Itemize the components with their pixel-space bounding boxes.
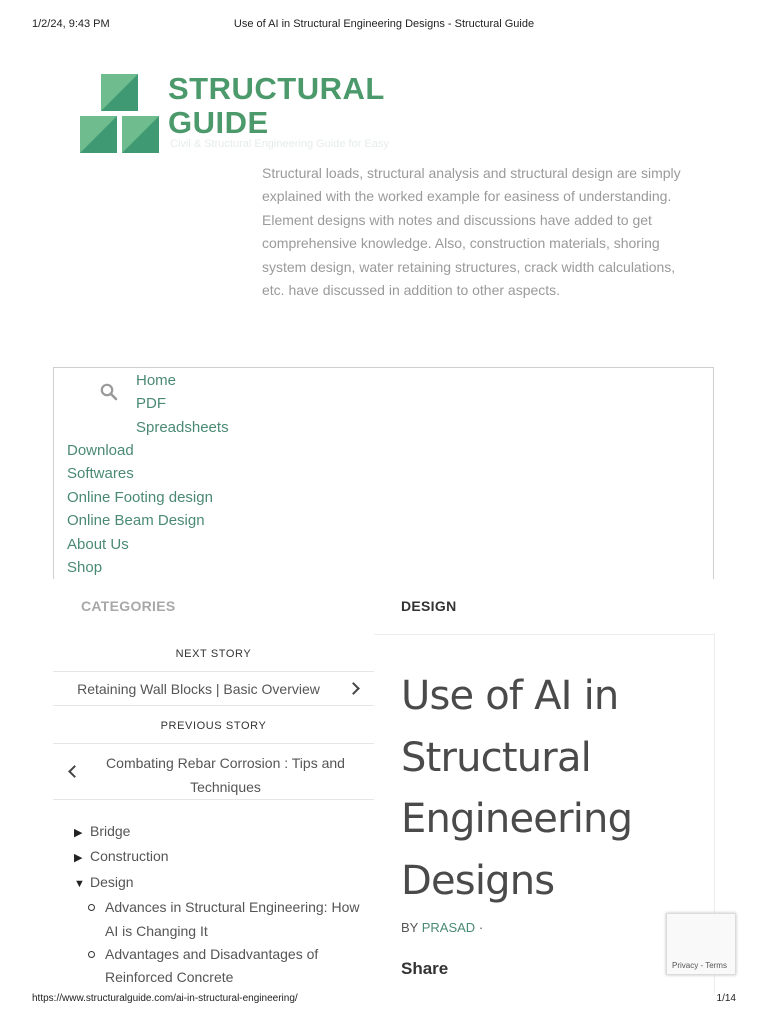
logo-name-line2: GUIDE	[168, 105, 269, 140]
nav-item-about-us[interactable]: About Us	[67, 535, 129, 553]
category-design[interactable]	[74, 871, 364, 896]
nav-item-download[interactable]: Download	[67, 442, 134, 459]
categories-heading[interactable]: CATEGORIES	[81, 598, 176, 614]
chevron-right-icon	[347, 682, 360, 695]
category-label: Bridge	[90, 823, 131, 839]
share-heading: Share	[401, 959, 449, 978]
nav-item-softwares[interactable]: Softwares	[67, 465, 134, 483]
design-post-list	[74, 896, 364, 990]
category-bridge[interactable]	[74, 820, 364, 845]
nav-item-pdf[interactable]: PDF	[136, 395, 166, 413]
main-navigation	[53, 367, 714, 579]
byline-separator: ·	[478, 920, 484, 935]
nav-list-primary	[136, 369, 229, 439]
logo-blocks-icon	[80, 72, 160, 154]
circle-bullet-icon	[88, 896, 105, 943]
byline-prefix: BY	[401, 920, 419, 935]
category-label: Construction	[90, 848, 169, 865]
nav-item-spreadsheets[interactable]: Spreadsheets	[136, 418, 229, 436]
expand-triangle-icon: ▶	[74, 827, 83, 839]
list-item[interactable]	[88, 943, 364, 990]
logo-name-line1: STRUCTURAL	[168, 71, 385, 106]
article-title: Use of AI in Structural Engineering Designs	[401, 673, 633, 904]
author-link[interactable]: PRASAD	[421, 920, 476, 935]
next-story-heading: NEXT STORY	[53, 634, 374, 672]
category-construction[interactable]	[74, 845, 364, 870]
nav-item-online-footing-design[interactable]: Online Footing design	[67, 488, 213, 506]
next-story-link[interactable]	[53, 672, 374, 706]
recaptcha-links[interactable]: Privacy - Terms	[672, 961, 727, 970]
print-page-count: 1/14	[716, 993, 736, 1004]
search-icon[interactable]	[100, 383, 118, 401]
expand-triangle-icon: ▶	[74, 852, 83, 865]
logo-tagline: Civil & Structural Engineering Guide for Easy	[170, 138, 389, 150]
collapse-triangle-icon: ▼	[74, 877, 85, 890]
nav-item-home[interactable]: Home	[136, 372, 177, 389]
nav-list-secondary	[67, 439, 213, 579]
article-category-link[interactable]: DESIGN	[401, 598, 457, 614]
print-url: https://www.structuralguide.com/ai-in-structural-engineering/	[32, 993, 298, 1004]
category-tree	[74, 820, 364, 990]
nav-item-shop[interactable]: Shop	[67, 559, 103, 577]
story-navigation	[53, 634, 374, 800]
circle-bullet-icon	[88, 943, 105, 990]
article-byline	[401, 920, 483, 935]
next-story-title: Retaining Wall Blocks | Basic Overview	[77, 681, 320, 697]
post-link: Advantages and Disadvantages of Reinforced Concrete	[105, 946, 319, 986]
print-page-title: Use of AI in Structural Engineering Designs - Structural Guide	[233, 18, 535, 30]
category-label: Design	[90, 873, 134, 890]
previous-story-title: Combating Rebar Corrosion : Tips and Techniques	[106, 755, 345, 795]
site-description: Structural loads, structural analysis and structural design are simply explained with the worked example for easiness of understanding. Element designs with notes and discussions have added to get comprehensive knowledge. Also, construction materials, shoring system design, water retaining structures, crack width calculations, etc. have discussed in addition to other aspects.	[262, 165, 681, 299]
chevron-left-icon	[68, 765, 81, 778]
post-link: Advances in Structural Engineering: How AI is Changing It	[105, 899, 360, 939]
previous-story-heading: PREVIOUS STORY	[53, 706, 374, 744]
previous-story-link[interactable]	[53, 744, 374, 800]
print-datetime: 1/2/24, 9:43 PM	[32, 18, 110, 30]
nav-item-online-beam-design[interactable]: Online Beam Design	[67, 512, 205, 530]
list-item[interactable]	[88, 896, 364, 943]
site-logo[interactable]	[80, 72, 420, 156]
recaptcha-badge[interactable]	[666, 913, 736, 975]
